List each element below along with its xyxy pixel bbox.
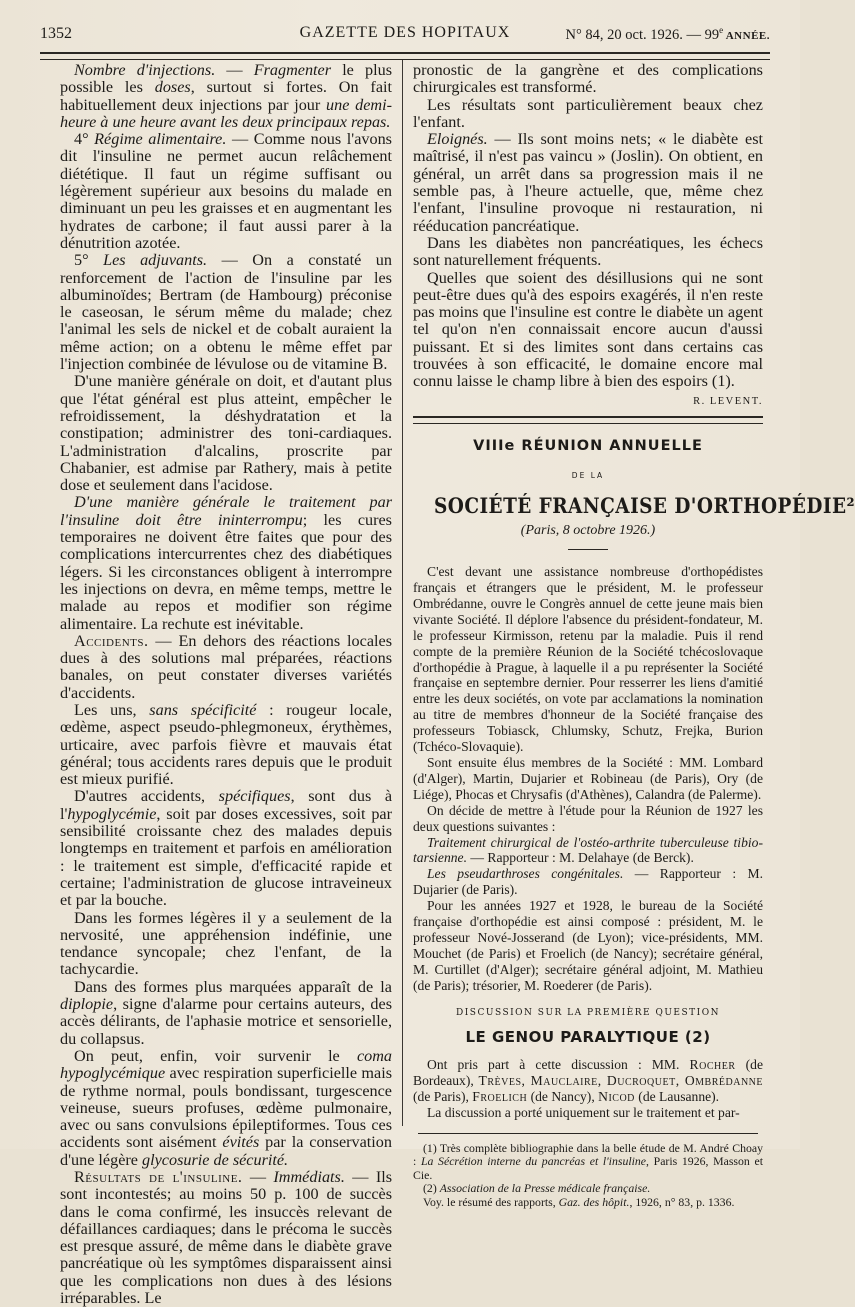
paragraph-ininterrompu <box>60 494 392 632</box>
paragraph-resultats <box>60 1169 392 1307</box>
smallcaps-run: Nicod <box>598 1089 635 1105</box>
text-run: , Paris 1926, Masson et Cie. <box>413 1154 763 1182</box>
issue-main: N° 84, 20 oct. 1926. — 99 <box>565 26 720 43</box>
italic-run: coma hypoglycémique <box>60 1046 392 1083</box>
italic-run: La Sécrétion interne du pancréas et l'insuline <box>420 1154 647 1169</box>
smallcaps-run: Résultats de l'insuline. <box>74 1168 243 1186</box>
running-header <box>40 20 770 46</box>
paragraph-question-1 <box>413 835 763 867</box>
paragraph-eloignes <box>413 131 763 235</box>
footnote-1 <box>413 1142 763 1182</box>
text-run: — <box>215 61 254 79</box>
author-signature: R. LEVENT. <box>693 395 763 407</box>
italic-run: une demi-heure à une heure avant les deux principaux repas. <box>60 95 392 131</box>
text-run: — Rapporteur : M. Delahaye (de Berck). <box>467 850 694 866</box>
text-run: avec respiration superficielle mais de rythme normal, pouls bondissant, turgescence veineuse, sueurs profuses, œdème pulmonaire, avec ou sans convulsions épileptiformes. Tous ces accidents sont aisément <box>60 1064 392 1152</box>
short-rule <box>568 549 608 550</box>
footnote-3 <box>413 1196 763 1209</box>
societe-heading: SOCIÉTÉ FRANÇAISE D'ORTHOPÉDIE² <box>434 492 855 518</box>
text-run: D'autres accidents, <box>74 787 219 806</box>
reunion-report <box>413 564 763 1121</box>
paragraph-enfant: Les résultats sont particulièrement beaux chez l'enfant. <box>413 95 763 131</box>
italic-run: Nombre d'injections. <box>74 61 216 79</box>
paragraph-elus: Sont ensuite élus membres de la Société : MM. Lombard (d'Alger), Martin, Dujarier et Robineau (de Paris), Ory (de Liége), Phocas et Chrysafis (d'Athènes), Calandra (de Palerme). <box>413 755 763 802</box>
text-run: — <box>242 1168 274 1186</box>
italic-run: Les adjuvants. <box>103 251 208 270</box>
paragraph-adjuvants <box>60 252 392 373</box>
text-run: , soit par doses excessives, soit par sensibilité croissante chez des malades depuis longtemps en traitement et parfois en amélioration : le traitement est simple, d'efficacité rapide et certaine; l'administration de glucose intraveineux et par la bouche. <box>60 804 392 910</box>
italic-run: Régime alimentaire. <box>94 130 227 149</box>
footnotes <box>413 1142 763 1209</box>
text-run: par la conservation d'une légère <box>60 1133 392 1169</box>
italic-run: diplopie <box>60 995 114 1014</box>
italic-run: Immédiats. <box>273 1168 345 1186</box>
text-run: (de Nancy), <box>527 1089 599 1105</box>
column-divider <box>402 60 403 1126</box>
text-run: (de Bordeaux), <box>413 1057 763 1089</box>
footnote-2 <box>413 1182 763 1195</box>
text-run: — Ils sont incontestés; au moins 50 p. 100 de succès dans le coma confirmé, les insuccès relevant de défaillances cardiaques; dans le précoma le succès est presque assuré, de même dans le diabète grave pancréatique où les symptômes disparaissent ainsi que les complications non dues à des lésions irréparables. Le <box>60 1168 392 1307</box>
text-run: Ont pris part à cette discussion : MM. <box>427 1057 690 1073</box>
italic-run: Association de la Presse médicale française. <box>439 1181 651 1196</box>
italic-run: Gaz. des hôpit. <box>558 1194 630 1209</box>
italic-run: évités <box>222 1133 260 1152</box>
text-run: (1) Très complète bibliographie dans la belle étude de M. André Choay : <box>413 1141 763 1169</box>
paragraph-desillusions: Quelles que soient des désillusions qui ne sont peut-être dues qu'à des espoirs exagérés, il n'en reste pas moins que l'insuline est contre le diabète un agent tel qu'on n'en connaissait encore aucun d'aussi puissant. Et si des limites sont dans certains cas trouvées à son efficacité, le domaine encore mal connu laisse le champ libre à bien des espoirs (1). <box>413 268 763 391</box>
italic-run: Les pseudarthroses congénitales. <box>427 866 624 882</box>
footnote-rule <box>418 1133 758 1134</box>
italic-run: Fragmenter <box>253 61 332 79</box>
italic-run: sans spécificité <box>149 700 257 719</box>
header-rule <box>40 52 770 60</box>
paragraph-pronostic: pronostic de la gangrène et des complications chirurgicales est transformé. <box>413 61 763 97</box>
text-run: ; les cures temporaires ne doivent être faites que pour des complications intercurrentes chez des diabétiques légers. Si les circonstances obligent à interrompre les injections on devra, en même temps, mettre le malade au repos et modifier son régime alimentaire. La rechute est inévitable. <box>60 510 392 633</box>
italic-run: D'une manière générale le traitement par l'insuline doit être ininterrompu <box>60 493 392 529</box>
paragraph-accidents <box>60 633 392 702</box>
text-run: le plus possible les <box>60 61 392 97</box>
paragraph-question-2 <box>413 866 763 898</box>
smallcaps-run: Accidents. <box>74 631 149 650</box>
paragraph-sans-specificite <box>60 702 392 788</box>
text-run: — Ils sont moins nets; « le diabète est maîtrisé, il n'est pas vaincu » (Joslin). On obtient, en général, un arrêt dans sa progression mais il ne semble pas, à l'heure actuelle, que, même chez l'enfant, l'insuline provoque ni restauration, ni rééducation pancréatique. <box>413 130 763 235</box>
de-la-heading: DE LA <box>571 471 605 481</box>
text-run: 5° <box>74 251 104 270</box>
text-run: : rougeur locale, œdème, aspect pseudo-phlegmoneux, érythèmes, urticaire, avec parfois fièvre et mauvais état général; tous accidents rares depuis que le produit est mieux purifié. <box>60 700 393 789</box>
text-run: Voy. le résumé des rapports, <box>423 1194 559 1209</box>
text-run: On peut, enfin, voir survenir le <box>74 1046 357 1065</box>
paragraph-discussion: La discussion a porté uniquement sur le traitement et par- <box>427 1105 740 1121</box>
journal-title: GAZETTE DES HOPITAUX <box>299 24 511 41</box>
paragraph-formes-marquees <box>60 979 392 1048</box>
paragraph-specifiques <box>60 788 392 909</box>
text-run: — Rapporteur : M. Dujarier (de Paris). <box>413 866 763 898</box>
italic-run: glycosurie de sécurité. <box>142 1150 289 1169</box>
smallcaps-run: Rocher <box>689 1057 736 1073</box>
smallcaps-run: Froelich <box>472 1089 528 1105</box>
paragraph-assistance: C'est devant une assistance nombreuse d'orthopédistes français et étrangers que le président, M. le professeur Ombrédanne, ouvre le Congrès annuel de cette jeune mais bien vivante Société. Il déplore l'absence du président-fondateur, M. le professeur Kirmisson, retenu par la maladie. Puis il rend compte de la première Réunion de la Société tchécoslovaque d'orthopédie à Prague, à laquelle il a pu représenter la Société française en septembre dernier. Pour resserrer les liens d'amitié entre les deux sociétés, on vote par acclamations la nomination au titre de membres d'honneur de la Société française des professeurs Tobiasck, Chlumsky, Schutz, Frejka, Burion (Tchéco-Slovaquie). <box>413 564 763 755</box>
page-number: 1352 <box>40 25 72 42</box>
genou-heading: LE GENOU PARALYTIQUE (2) <box>465 1027 711 1046</box>
paragraph-regime <box>60 131 392 252</box>
italic-run: hypoglycémie <box>67 804 157 823</box>
italic-run: Eloignés. <box>427 130 488 149</box>
text-run: (de Paris), <box>413 1089 473 1105</box>
text-run: , sont dus à l' <box>60 787 393 823</box>
italic-run: Traitement chirurgical de l'ostéo-arthrite tuberculeuse tibio-tarsienne. <box>413 834 763 866</box>
text-run: — On a constaté un renforcement de l'action de l'insuline par les albuminoïdes; Bertram (de Hambourg) préconise le caseosan, le sérum même du malade; chez l'animal les sels de nickel et de cobalt auraient la même action; on a obtenu le même effet par l'injection combinée de lévulose ou de vitamine B. <box>60 251 392 374</box>
text-run: Les uns, <box>74 700 150 719</box>
discussion-heading: DISCUSSION SUR LA PREMIÈRE QUESTION <box>456 1007 720 1018</box>
smallcaps-run: Trèves, Mauclaire, Ducroquet, Ombrédanne <box>478 1073 763 1089</box>
text-run: , 1926, n° 83, p. 1336. <box>629 1194 735 1209</box>
reunion-heading: VIIIe RÉUNION ANNUELLE <box>473 437 703 454</box>
paragraph-injections <box>60 62 392 131</box>
section-rule <box>413 416 763 424</box>
paragraph-questions: On décide de mettre à l'étude pour la Réunion de 1927 les deux questions suivantes : <box>413 802 763 834</box>
text-run: (de Lausanne). <box>634 1089 720 1105</box>
text-run: (2) <box>423 1181 440 1196</box>
paragraph-general: D'une manière générale on doit, et d'autant plus que l'état général est plus atteint, empêcher le refroidissement, la déshydratation et la constipation; administrer des toni-cardiaques. L'administration d'alcalins, proscrite par Chabanier, est admise par Rathery, mais à petite dose et seulement dans l'acidose. <box>60 372 392 495</box>
italic-run: spécifiques <box>218 787 291 806</box>
left-column <box>60 62 392 1307</box>
paragraph-participants <box>413 1057 763 1105</box>
text-run: 4° <box>74 130 95 149</box>
paragraph-coma <box>60 1048 392 1169</box>
text-run: — En dehors des réactions locales dues à des solutions mal préparées, réactions banales, on peut constater diverses variétés d'accidents. <box>60 631 392 702</box>
text-run: , surtout si fortes. On fait habituellement deux injections par jour <box>60 78 392 114</box>
issue-suffix: ANNÉE. <box>723 29 770 42</box>
issue-sup: e <box>719 25 724 35</box>
date-line: (Paris, 8 octobre 1926.) <box>520 522 656 538</box>
issue-info <box>565 25 770 44</box>
paragraph-echecs: Dans les diabètes non pancréatiques, les échecs sont naturellement fréquents. <box>413 233 763 270</box>
text-run: , signe d'alarme pour certains auteurs, des accès délirants, de l'aphasie motrice et sensorielle, du collapsus. <box>60 995 392 1048</box>
paragraph-formes-legeres: Dans les formes légères il y a seulement de la nervosité, une appréhension indéfinie, une tendance syncopale; chez l'enfant, de la tachycardie. <box>60 908 392 979</box>
paragraph-bureau: Pour les années 1927 et 1928, le bureau de la Société française d'orthopédie est ainsi composé : président, M. le professeur Nové-Josserand (de Lyon); vice-présidents, MM. Mouchet (de Paris) et Froelich (de Nancy); secrétaire général, M. Curtillet (d'Alger); secrétaire général adjoint, M. Mathieu (de Paris); trésorier, M. Roederer (de Paris). <box>413 898 763 993</box>
italic-run: doses <box>154 78 191 97</box>
right-column <box>413 61 855 1209</box>
text-run: — Comme nous l'avons dit l'insuline ne permet aucun relâchement diététique. Il faut un régime suffisant ou légèrement supérieur aux besoins du malade en diminuant un peu les graisses et en augmentant les hydrates de carbone; il faut aussi parer à la dénutrition azotée. <box>60 130 392 252</box>
text-run: Dans des formes plus marquées apparaît de la <box>74 977 392 996</box>
